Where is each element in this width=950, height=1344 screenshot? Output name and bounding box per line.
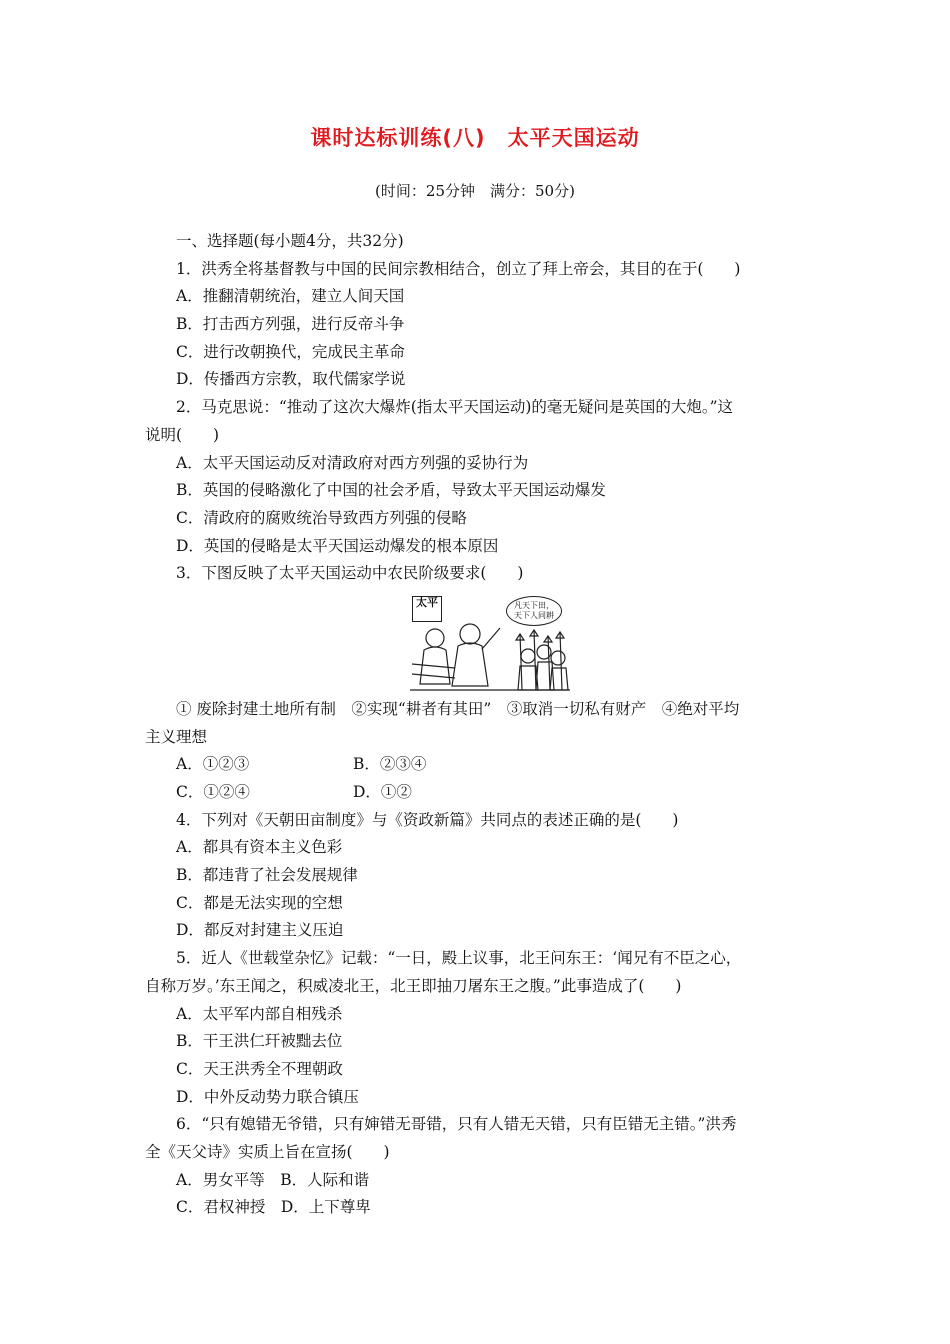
question-2-option-a: A．太平天国运动反对清政府对西方列强的妥协行为 <box>176 453 529 472</box>
section-heading: 一、选择题(每小题4分，共32分) <box>176 232 404 250</box>
question-2-option-d: D．英国的侵略是太平天国运动爆发的根本原因 <box>176 536 499 555</box>
question-1-option-a: A．推翻清朝统治，建立人间天国 <box>176 287 405 306</box>
question-2-stem-cont: 说明( ) <box>145 425 220 444</box>
question-6-options-cd: C．君权神授 D．上下尊卑 <box>176 1198 371 1217</box>
question-3-options-row-1 <box>145 751 810 779</box>
question-2-option-c: C．清政府的腐败统治导致西方列强的侵略 <box>176 508 467 527</box>
question-4-option-b: B．都违背了社会发展规律 <box>176 866 358 885</box>
question-3-items-cont: 主义理想 <box>145 727 208 746</box>
question-4-stem: 4．下列对《天朝田亩制度》与《资政新篇》共同点的表述正确的是( ) <box>176 810 679 829</box>
question-5-option-b: B．干王洪仁玕被黜去位 <box>176 1032 343 1051</box>
question-3-stem: 3．下图反映了太平天国运动中农民阶级要求( ) <box>176 564 524 583</box>
question-2-option-b: B．英国的侵略激化了中国的社会矛盾，导致太平天国运动爆发 <box>176 481 606 500</box>
question-1-option-c: C．进行改朝换代，完成民主革命 <box>176 342 405 361</box>
cartoon-figure <box>410 594 570 692</box>
speech-bubble <box>506 596 562 626</box>
cartoon-label: 太平 <box>412 596 442 622</box>
question-1-option-b: B．打击西方列强，进行反帝斗争 <box>176 315 405 334</box>
question-5-stem: 5．近人《世载堂杂忆》记载：“一日，殿上议事，北王问东王：‘闻兄有不臣之心， <box>176 949 742 968</box>
page-subtitle: (时间：25分钟 满分：50分) <box>375 182 575 200</box>
question-4-option-d: D．都反对封建主义压迫 <box>176 921 344 940</box>
question-6-stem-cont: 全《天父诗》实质上旨在宣扬( ) <box>145 1142 390 1161</box>
question-5-option-a: A．太平军内部自相残杀 <box>176 1004 343 1023</box>
question-5-stem-cont: 自称万岁。’东王闻之，积威凌北王，北王即抽刀屠东王之腹。”此事造成了( ) <box>145 976 682 995</box>
question-4-option-c: C．都是无法实现的空想 <box>176 893 343 912</box>
question-1-stem: 1．洪秀全将基督教与中国的民间宗教相结合，创立了拜上帝会，其目的在于( ) <box>176 259 741 278</box>
question-3-option-a: A．①②③ <box>176 755 250 774</box>
speech-bubble-line-1: 凡天下田， <box>514 600 554 610</box>
question-5-option-d: D．中外反动势力联合镇压 <box>176 1087 359 1106</box>
page-title: 课时达标训练(八) 太平天国运动 <box>310 126 640 150</box>
question-2-stem: 2．马克思说：“推动了这次大爆炸(指太平天国运动)的毫无疑问是英国的大炮。”这 <box>176 398 734 417</box>
question-3-option-c: C．①②④ <box>176 783 250 801</box>
question-3-options-row-2 <box>145 779 810 807</box>
question-3-items: ① 废除封建土地所有制 ②实现“耕者有其田” ③取消一切私有财产 ④绝对平均 <box>176 699 740 718</box>
question-1-option-d: D．传播西方宗教，取代儒家学说 <box>176 370 406 389</box>
question-3-option-b: B．②③④ <box>353 755 427 774</box>
question-4-option-a: A．都具有资本主义色彩 <box>176 838 343 857</box>
question-3-option-d: D．①② <box>353 783 412 801</box>
question-5-option-c: C．天王洪秀全不理朝政 <box>176 1059 343 1078</box>
speech-bubble-line-2: 天下人同耕 <box>514 610 554 620</box>
question-6-stem: 6．“只有媳错无爷错，只有婶错无哥错，只有人错无天错，只有臣错无主错。”洪秀 <box>176 1115 737 1134</box>
question-6-options-ab: A．男女平等 B．人际和谐 <box>176 1170 370 1189</box>
document-body <box>145 228 810 1222</box>
